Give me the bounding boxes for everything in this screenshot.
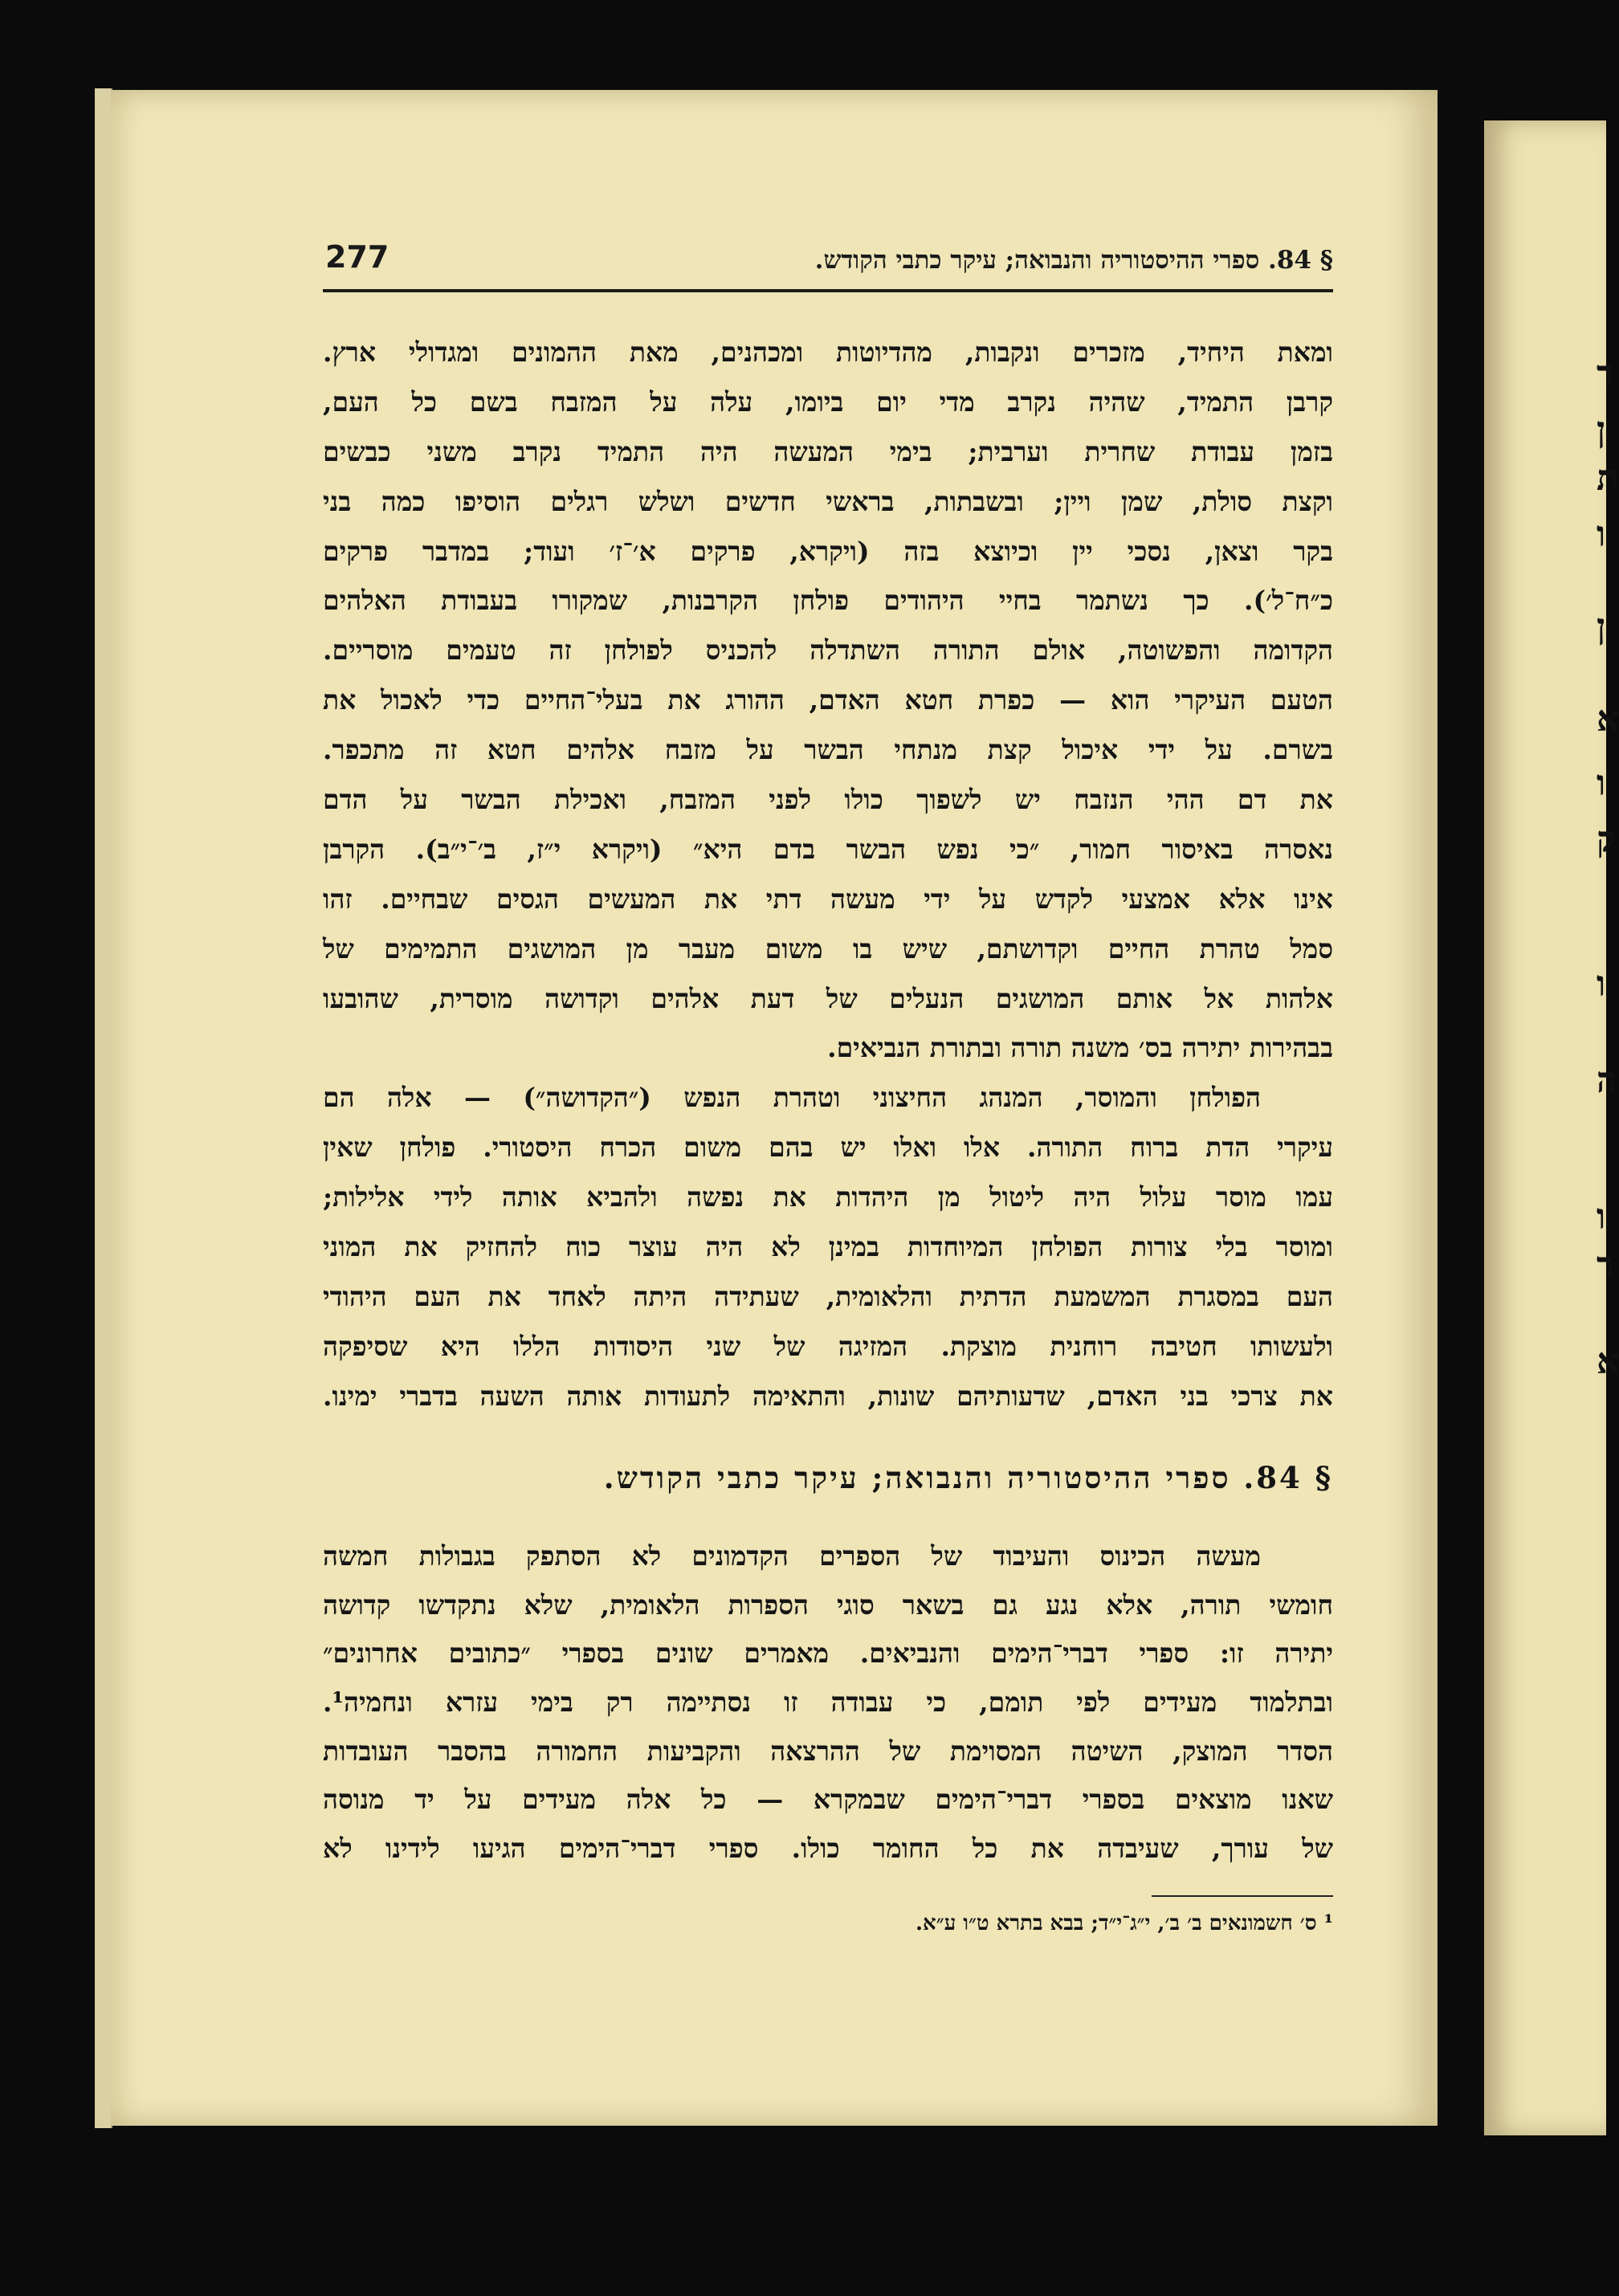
page-number: 277 [325,239,389,275]
facing-page-fragment: ד [1597,353,1614,394]
facing-page-fragment: א [1597,699,1619,740]
body-text-section-84 [323,1532,1333,1874]
footnote-rule [1152,1895,1333,1897]
facing-page-fragment: ן [1597,410,1606,451]
text-line: וקצת סולת, שמן ויין; ובשבתות, בראשי חדשים ושלש רגלים הוסיפו כמה בני [323,485,1333,517]
text-line: מעשה הכינוס והעיבוד של הספרים הקדמונים לא הסתפק בגבולות חמשה [323,1540,1261,1572]
text-line: בקר וצאן, נסכי יין וכיוצא בזה (ויקרא, פרקים א׳־ז׳ ועוד; במדבר פרקים [323,535,1333,567]
text-line: אינו אלא אמצעי לקדש על ידי מעשה דתי את המעשים הגסים שבחיים. זהו [323,883,1333,915]
body-text [323,328,1333,1421]
facing-page-fragment: ו [1597,763,1606,804]
text-line: את צרכי בני האדם, שדעותיהם שונות, והתאימה לתעודות אותה השעה בדברי ימינו. [323,1380,1333,1412]
text-line: הסדר המוצק, השיטה המסוימת של ההרצאה והקביעות החמורה בהסבר העובדות [323,1735,1333,1767]
text-line: אלהות אל אותם המושגים הנעלים של דעת אלהים וקדושה מוסרית, שהובעו [323,982,1333,1014]
text-line: של עורך, שעיבדה את כל החומר כולו. ספרי דברי־הימים הגיעו לידינו לא [323,1833,1333,1865]
facing-page-fragment: ק [1597,819,1616,860]
facing-page-fragment: ו [1597,1197,1606,1238]
text-line: נאסרה באיסור חמור, ״כי נפש הבשר בדם היא״ (ויקרא י״ז, ב׳־י״ב). הקרבן [323,833,1333,865]
text-line: יתירה זו: ספרי דברי־הימים והנביאים. מאמרים שונים בספרי ״כתובים אחרונים״ [323,1637,1333,1670]
header-rule [323,289,1333,292]
text-line: בזמן עבודת שחרית וערבית; בימי המעשה היה התמיד נקרב משני כבשים [323,435,1333,467]
text-line: בשרם. על ידי איכול קצת מנתחי הבשר על מזבח אלהים חטא זה מתכפר. [323,734,1333,766]
facing-page-fragment: ו [1597,964,1606,1005]
facing-page-fragment: ר [1597,1245,1614,1286]
page-edge-stack [95,88,112,2128]
facing-page-fragment: ה [1597,1060,1617,1101]
text-line: העם במסגרת המשמעת הדתית והלאומית, שעתידה היתה לאחד את העם היהודי [323,1280,1333,1312]
facing-page-fragment: א [1597,1341,1619,1382]
text-line: ובתלמוד מעידים לפי תומם, כי עבודה זו נסתיימה רק בימי עזרא ונחמיה¹. [323,1686,1333,1719]
running-title: § 84. ספרי ההיסטוריה והנבואה; עיקר כתבי הקודש. [814,246,1333,275]
facing-page-fragment: ו [1597,514,1606,555]
section-heading: § 84. ספרי ההיסטוריה והנבואה; עיקר כתבי הקודש. [603,1460,1333,1495]
text-line: בבהירות יתירה בס׳ משנה תורה ובתורת הנביאים. [827,1032,1333,1064]
facing-page [1484,120,1619,2135]
text-line: סמל טהרת החיים וקדושתם, שיש בו משום מעבר מן המושגים התמימים של [323,932,1333,964]
text-line: ומוסר בלי צורות הפולחן המיוחדות במינן לא היה עוצר כוח להחזיק את המוני [323,1231,1333,1263]
text-line: עיקרי הדת ברוח התורה. אלו ואלו יש בהם משום הכרח היסטורי. פולחן שאין [323,1132,1333,1164]
text-line: ולעשותו חטיבה רוחנית מוצקת. המזיגה של שני היסודות הללו היא שסיפקה [323,1330,1333,1362]
text-line: חומשי תורה, אלא נגע גם בשאר סוגי הספרות הלאומית, שלא נתקדשו קדושה [323,1588,1333,1621]
text-line: שאנו מוצאים בספרי דברי־הימים שבמקרא — כל אלה מעידים על יד מנוסה [323,1784,1333,1816]
running-header [325,239,1333,279]
footnote: ¹ ס׳ חשמונאים ב׳ ב׳, י״ג־י״ד; בבא בתרא ט״ו ע״א. [915,1911,1333,1935]
text-line: ומאת היחיד, מזכרים ונקבות, מהדיוטות ומכהנים, מאת ההמונים ומגדולי ארץ. [323,336,1333,368]
facing-page-fragment: ן [1597,606,1606,647]
text-line: את דם ההי הנזבח יש לשפוך כולו לפני המזבח, ואכילת הבשר על הדם [323,784,1333,816]
text-line: כ״ח־ל׳). כך נשתמר בחיי היהודים פולחן הקרבנות, שמקורו בעבודת האלהים [323,585,1333,617]
text-line: הטעם העיקרי הוא — כפרת חטא האדם, ההורג את בעלי־החיים כדי לאכול את [323,684,1333,716]
text-line: קרבן התמיד, שהיה נקרב מדי יום ביומו, עלה על המזבח בשם כל העם, [323,385,1333,418]
text-line: הפולחן והמוסר, המנהג החיצוני וטהרת הנפש (״הקדושה״) — אלה הם [323,1082,1261,1114]
text-line: הקדומה והפשוטה, אולם התורה השתדלה להכניס לפולחן זה טעמים מוסריים. [323,634,1333,667]
facing-page-fragment: ת [1597,458,1618,499]
text-line: עמו מוסר עלול היה ליטול מן היהדות את נפשה ולהביא אותה לידי אלילות; [323,1181,1333,1213]
